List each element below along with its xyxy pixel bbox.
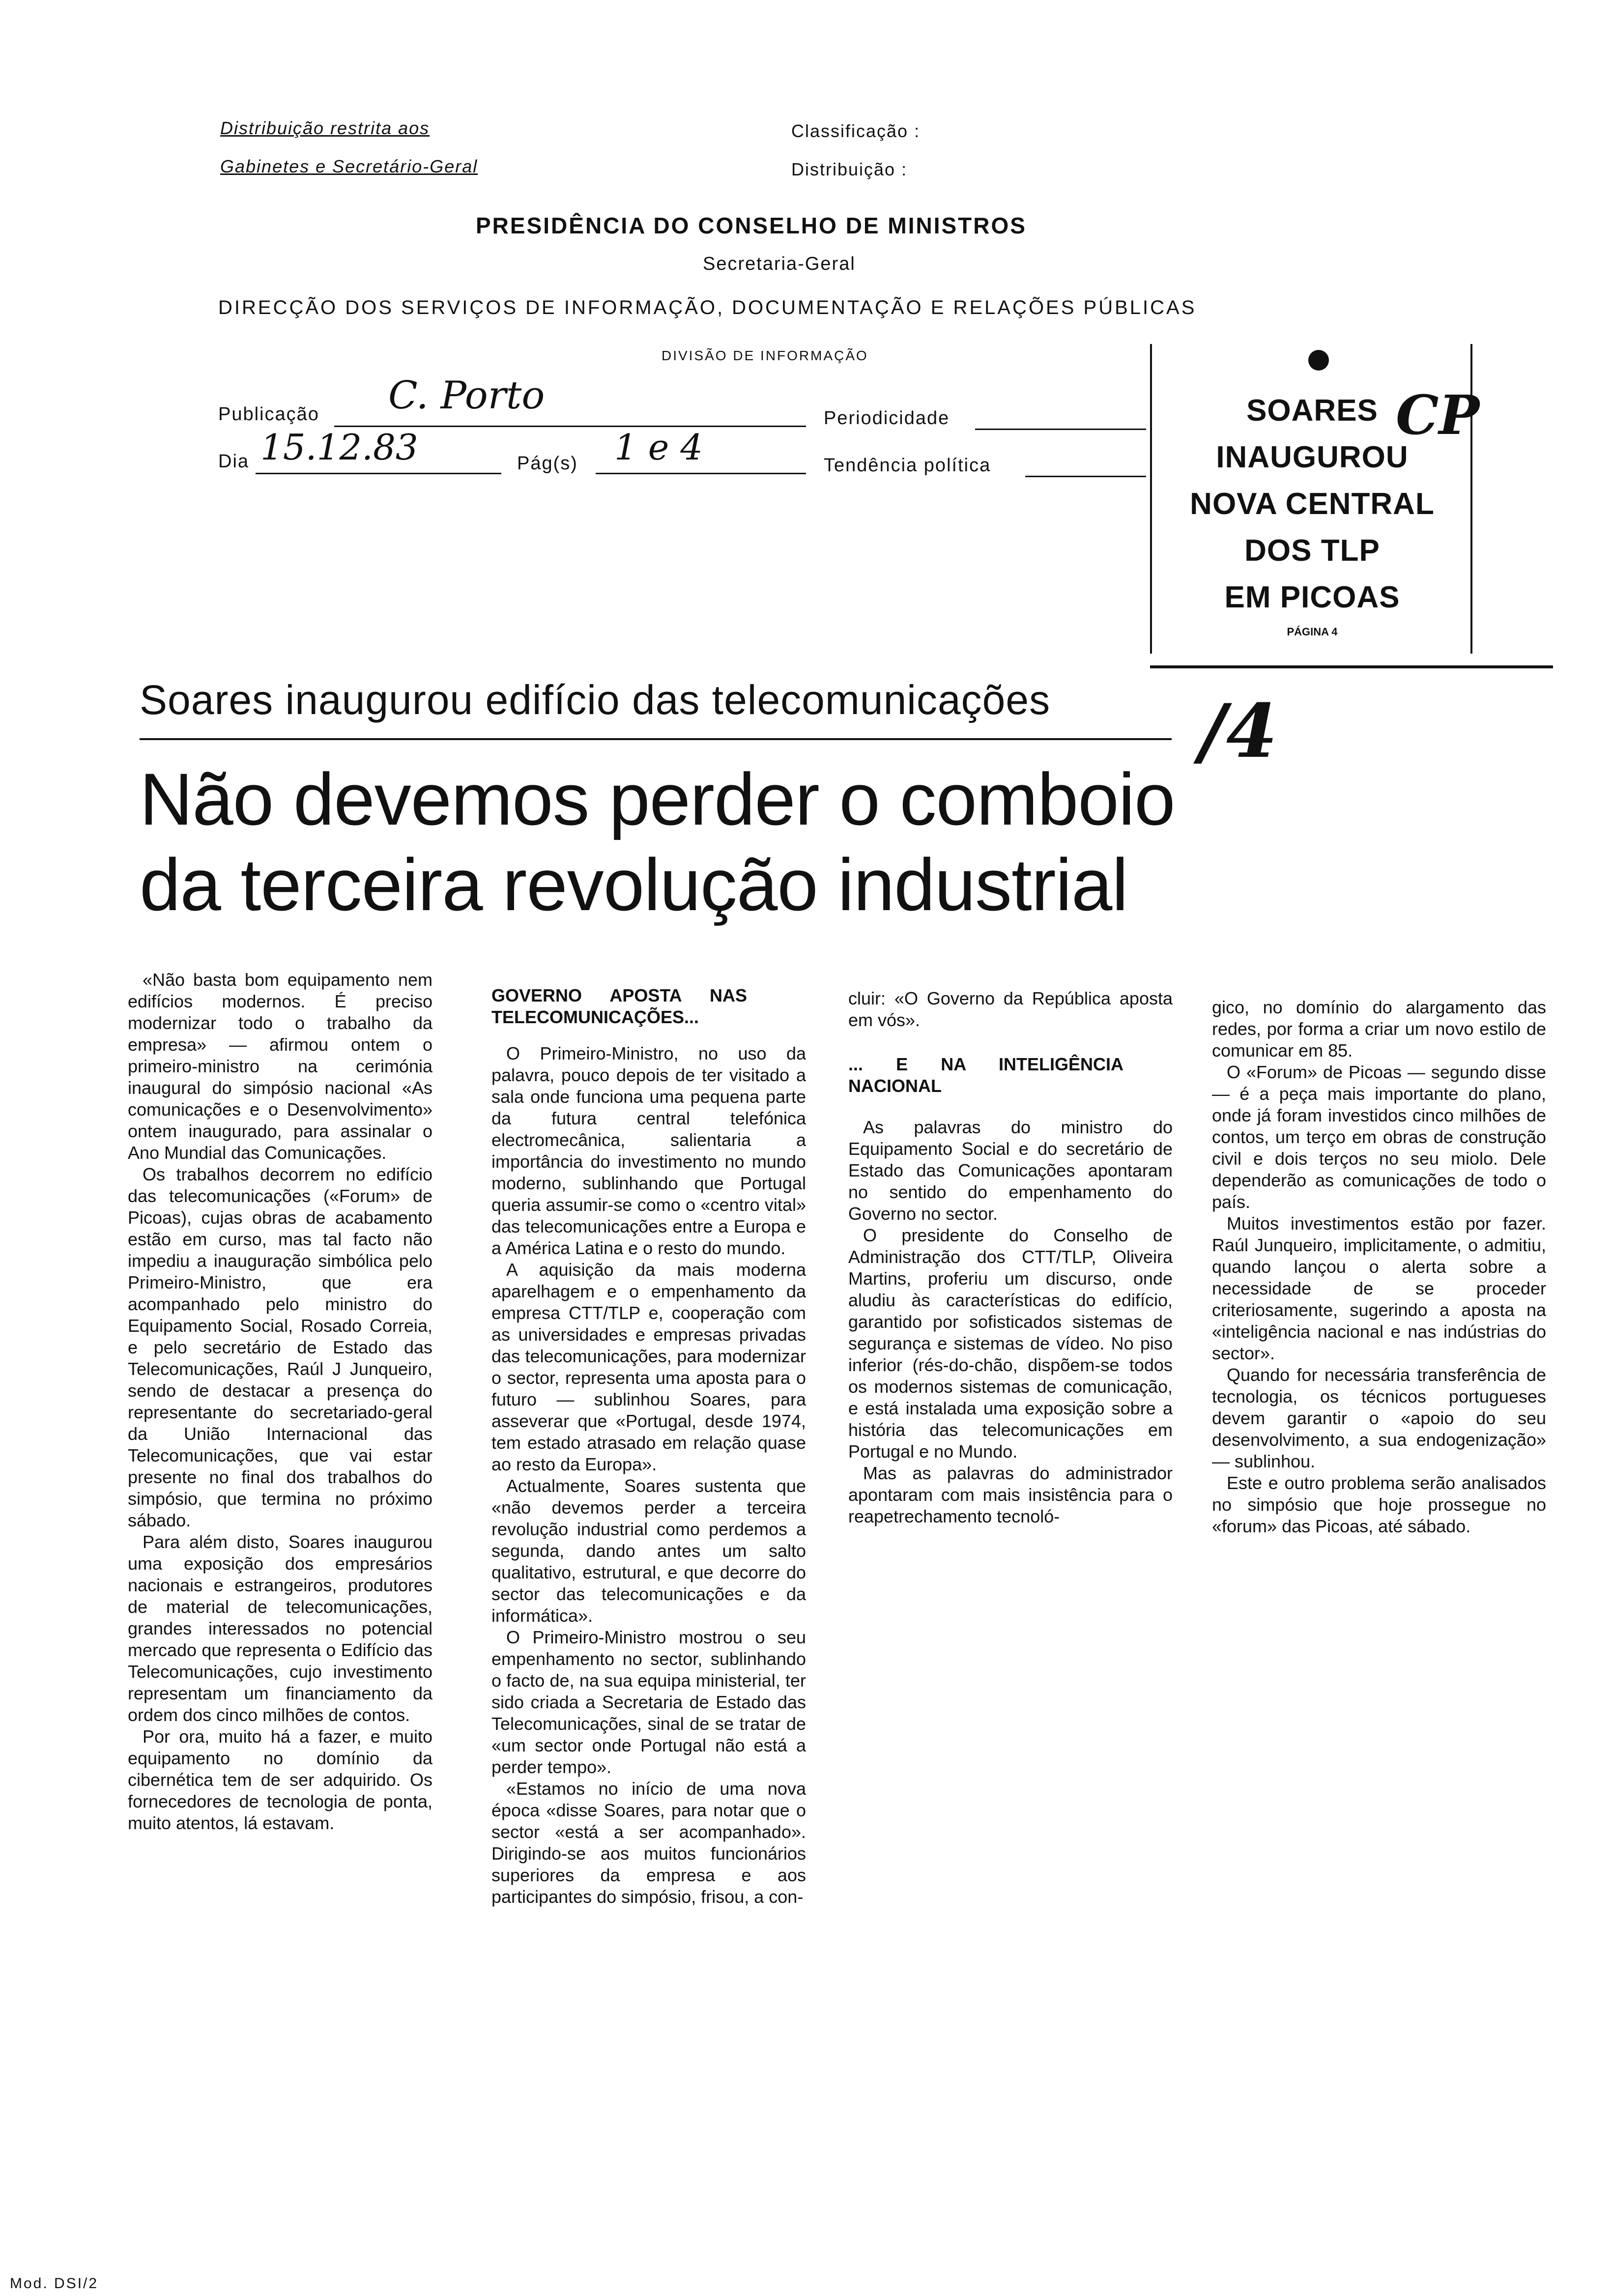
dia-handwritten: 15.12.83: [260, 427, 418, 468]
pags-label: Pág(s): [517, 453, 578, 474]
clipping-line-1: SOARES: [1246, 394, 1378, 428]
clipping-line-4: DOS TLP: [1244, 534, 1380, 568]
col1-paragraph: «Não basta bom equipamento nem edifícios modernos. É preciso modernizar todo o trabalho da empresa» — afirmou ontem o primeiro-ministro na cerimónia inaugural do simpósio nacional «As comunicações e o Desenvolvimento» ontem inaugurado, para assinalar o Ano Mundial das Comunicações.: [128, 970, 432, 1163]
col2-paragraph: A aquisição da mais moderna aparelhagem e o empenhamento da empresa CTT/TLP e, cooperação com as universidades e empresas privadas das telecomunicações, para modernizar o sector, representa uma aposta para o futuro — sublinhou Soares, para asseverar que «Portugal, desde 1974, tem estado atrasado em relação quase ao resto da Europa».: [491, 1260, 806, 1474]
pags-handwritten: 1 e 4: [614, 427, 703, 468]
col1-paragraph: Por ora, muito há a fazer, e muito equipamento no domínio da cibernética tem de ser adquirido. Os fornecedores de tecnologia de ponta, muito atentos, lá estavam.: [128, 1726, 432, 1833]
col3-subheading: ... E NA INTELIGÊNCIA NACIONAL: [848, 1054, 1123, 1096]
clipping-bottom-rule: [1150, 665, 1553, 668]
periodicidade-label: Periodicidade: [824, 408, 950, 429]
col1-paragraph: Os trabalhos decorrem no edifício das telecomunicações («Forum» de Picoas), cujas obras de acabamento estão em curso, mas tal facto não impediu a inauguração simbólica pelo Primeiro-Ministro, que era acompanhado pelo ministro do Equipamento Social, Rosado Correia, e pelo secretário de Estado das Telecomunicações, Raúl J Junqueiro, sendo de destacar a presença do representante do secretariado-geral da União Internacional das Telecomunicações, que vai estar presente no final dos trabalhos do simpósio, que termina no próximo sábado.: [128, 1164, 432, 1530]
dia-label: Dia: [218, 451, 250, 472]
col3-paragraph: Mas as palavras do administrador apontaram com mais insistência para o reapetrechamento tecnoló-: [848, 1463, 1173, 1526]
header-direction: DIRECÇÃO DOS SERVIÇOS DE INFORMAÇÃO, DOCUMENTAÇÃO E RELAÇÕES PÚBLICAS: [218, 297, 1197, 318]
clipping-handwritten-mark: CP: [1396, 383, 1480, 447]
distribution-line-2: Gabinetes e Secretário-Geral: [220, 156, 478, 176]
clipping-bullet: [1308, 350, 1329, 371]
col3-continuation: cluir: «O Governo da República aposta em vós».: [848, 988, 1173, 1030]
article-column-2: [491, 985, 806, 1908]
clipping-line-2: INAUGUROU: [1216, 440, 1409, 474]
article-column-1: [128, 969, 432, 1834]
header-title: PRESIDÊNCIA DO CONSELHO DE MINISTROS: [476, 213, 1027, 238]
classification-label: Classificação :: [791, 121, 921, 141]
article-headline-line-2: da terceira revolução industrial: [140, 843, 1128, 926]
pags-line: [596, 473, 806, 474]
col2-paragraph: «Estamos no início de uma nova época «disse Soares, para notar que o sector «está a ser acompanhado». Dirigindo-se aos muitos funcionários superiores da empresa e aos participantes do simpósio, frisou, a con-: [491, 1779, 806, 1907]
col2-paragraph: O Primeiro-Ministro mostrou o seu empenhamento no sector, sublinhando o facto de, na sua equipa ministerial, ter sido criada a Secretaria de Estado das Telecomunicações, sinal de se tratar de «um sector onde Portugal não está a perder tempo».: [491, 1627, 806, 1777]
col4-paragraph: Este e outro problema serão analisados no simpósio que hoje prossegue no «forum» das Picoas, até sábado.: [1212, 1473, 1546, 1536]
header-subtitle: Secretaria-Geral: [703, 254, 856, 274]
article-column-3: [848, 988, 1173, 1527]
tendencia-label: Tendência política: [824, 455, 991, 476]
article-column-4: [1212, 997, 1546, 1537]
clipping-left-border: [1150, 344, 1152, 654]
clipping-page-ref: PÁGINA 4: [1287, 626, 1338, 638]
handwritten-page-mark: /4: [1199, 688, 1278, 775]
kicker-underline: [140, 738, 1172, 740]
col4-paragraph: Quando for necessária transferência de tecnologia, os técnicos portugueses devem garantir o «apoio do seu desenvolvimento, a sua endogenização» — sublinhou.: [1212, 1365, 1546, 1471]
form-model-code: Mod. DSI/2: [10, 2275, 99, 2292]
col3-paragraph: As palavras do ministro do Equipamento Social e do secretário de Estado das Comunicações apontaram no sentido do empenhamento do Governo no sector.: [848, 1117, 1173, 1224]
distribution-line-1: Distribuição restrita aos: [220, 118, 430, 138]
dia-line: [256, 473, 501, 474]
col4-paragraph: O «Forum» de Picoas — segundo disse — é a peça mais importante do plano, onde já foram investidos cinco milhões de contos, um terço em obras de construção civil e dois terços no seu miolo. Dele dependerão as comunicações de todo o país.: [1212, 1062, 1546, 1212]
col1-paragraph: Para além disto, Soares inaugurou uma exposição dos empresários nacionais e estrangeiros, produtores de material de telecomunicações, grandes interessados no potencial mercado que representa o Edifício das Telecomunicações, cujo investimento representam um financiamento da ordem dos cinco milhões de contos.: [128, 1532, 432, 1725]
article-headline-line-1: Não devemos perder o comboio: [140, 758, 1175, 840]
article-kicker: Soares inaugurou edifício das telecomunicações: [140, 677, 1051, 723]
col4-paragraph: gico, no domínio do alargamento das redes, por forma a criar um novo estilo de comunicar em 85.: [1212, 997, 1546, 1061]
publicacao-label: Publicação: [218, 404, 319, 425]
periodicidade-line: [975, 429, 1146, 430]
tendencia-line: [1025, 476, 1146, 477]
col2-paragraph: Actualmente, Soares sustenta que «não devemos perder a terceira revolução industrial como perdemos a segunda, dando antes um salto qualitativo, estrutural, e que decorre do sector das telecomunicações e da informática».: [491, 1476, 806, 1626]
publicacao-handwritten: C. Porto: [388, 373, 545, 418]
distribution-label: Distribuição :: [791, 159, 908, 179]
col3-paragraph: O presidente do Conselho de Administração dos CTT/TLP, Oliveira Martins, proferiu um discurso, onde aludiu às características do edifício, garantido por sofisticados sistemas de segurança e sistemas de vídeo. No piso inferior (rés-do-chão, dispõem-se todos os modernos sistemas de comunicação, e está instalada uma exposição sobre a história das telecomunicações em Portugal e no Mundo.: [848, 1225, 1173, 1462]
header-division: DIVISÃO DE INFORMAÇÃO: [662, 348, 868, 363]
col4-paragraph: Muitos investimentos estão por fazer. Raúl Junqueiro, implicitamente, o admitiu, quando lançou o alerta sobre a necessidade de se proceder criteriosamente, sugerindo a aposta na «inteligência nacional e nas indústrias do sector».: [1212, 1213, 1546, 1363]
clipping-line-3: NOVA CENTRAL: [1190, 487, 1435, 521]
col2-subheading: GOVERNO APOSTA NAS TELECOMUNICAÇÕES...: [491, 985, 747, 1027]
col2-paragraph: O Primeiro-Ministro, no uso da palavra, pouco depois de ter visitado a sala onde funciona uma pequena parte da futura central telefónica electromecânica, salientaria a importância do investimento no mundo moderno, sublinhando que Portugal queria assumir-se como o «centro vital» das telecomunicações entre a Europa e a América Latina e o resto do mundo.: [491, 1043, 806, 1258]
clipping-line-5: EM PICOAS: [1224, 580, 1400, 614]
